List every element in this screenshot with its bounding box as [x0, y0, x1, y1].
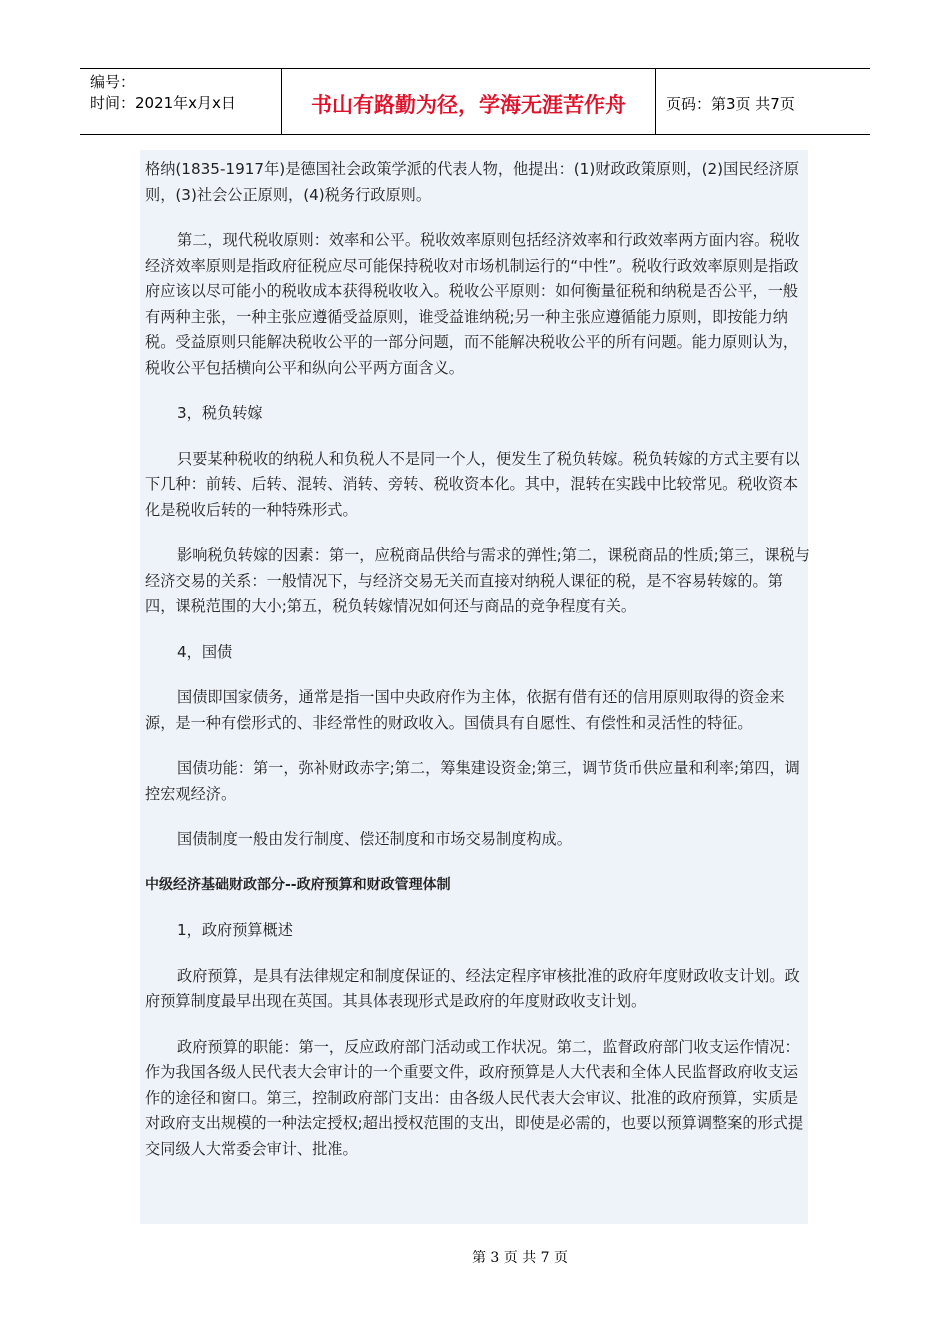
- paragraph: 只要某种税收的纳税人和负税人不是同一个人，便发生了税负转嫁。税负转嫁的方式主要有以下几种：前转、后转、混转、消转、旁转、税收资本化。其中，混转在实践中比较常见。税收资本化是税收后转的一种特殊形式。: [145, 449, 800, 519]
- paragraph: 影响税负转嫁的因素：第一，应税商品供给与需求的弹性;第二，课税商品的性质;第三，课税与经济交易的关系：一般情况下，与经济交易无关而直接对纳税人课征的税，是不容易转嫁的。第四，课税范围的大小;第五，税负转嫁情况如何还与商品的竞争程度有关。: [145, 546, 810, 615]
- paragraph: 国债制度一般由发行制度、偿还制度和市场交易制度构成。: [177, 830, 572, 848]
- paragraph: 政府预算，是具有法律规定和制度保证的、经法定程序审核批准的政府年度财政收支计划。政府预算制度最早出现在英国。其具体表现形式是政府的年度财政收支计划。: [145, 966, 800, 1010]
- paragraph: 格纳(1835-1917年)是德国社会政策学派的代表人物，他提出：(1)财政政策原则，(2)国民经济原则，(3)社会公正原则，(4)税务行政原则。: [145, 160, 800, 204]
- section-heading: 3，税负转嫁: [177, 404, 263, 422]
- header-motto: 书山有路勤为径，学海无涯苦作舟: [282, 69, 656, 134]
- header-meta: [80, 69, 282, 134]
- paragraph: 国债即国家债务，通常是指一国中央政府作为主体，依据有借有还的信用原则取得的资金来源，是一种有偿形式的、非经常性的财政收入。国债具有自愿性、有偿性和灵活性的特征。: [145, 688, 785, 732]
- page-footer: 第 3 页 共 7 页: [471, 1250, 569, 1266]
- header-page-label: 页码：第3页 共7页: [666, 95, 795, 113]
- number-label: 编号：: [90, 73, 136, 91]
- document-body: [145, 157, 813, 1162]
- page-header: [80, 68, 870, 135]
- paragraph: 政府预算的职能：第一，反应政府部门活动或工作状况。第二，监督政府部门收支运作情况：作为我国各级人民代表大会审计的一个重要文件，政府预算是人大代表和全体人民监督政府收支运作的途径和窗口。第三，控制政府部门支出：由各级人民代表大会审议、批准的政府预算，实质是对政府支出规模的一种法定授权;超出授权范围的支出，即使是必需的，也要以预算调整案的形式提交同级人大常委会审计、批准。: [145, 1037, 804, 1158]
- section-heading: 1，政府预算概述: [177, 921, 293, 939]
- paragraph: 国债功能：第一，弥补财政赤字;第二，筹集建设资金;第三，调节货币供应量和利率;第四，调控宏观经济。: [145, 759, 800, 803]
- section-heading: 4，国债: [177, 642, 233, 661]
- paragraph: 第二，现代税收原则：效率和公平。税收效率原则包括经济效率和行政效率两方面内容。税收经济效率原则是指政府征税应尽可能保持税收对市场机制运行的“中性”。税收行政效率原则是指政府应该以尽可能小的税收成本获得税收收入。税收公平原则：如何衡量征税和纳税是否公平，一般有两种主张，一种主张应遵循受益原则，谁受益谁纳税;另一种主张应遵循能力原则，即按能力纳税。受益原则只能解决税收公平的一部分问题，而不能解决税收公平的所有问题。能力原则认为，税收公平包括横向公平和纵向公平两方面含义。: [145, 231, 800, 377]
- chapter-heading: 中级经济基础财政部分--政府预算和财政管理体制: [145, 876, 451, 893]
- time-label: 时间：2021年x月x日: [90, 94, 236, 112]
